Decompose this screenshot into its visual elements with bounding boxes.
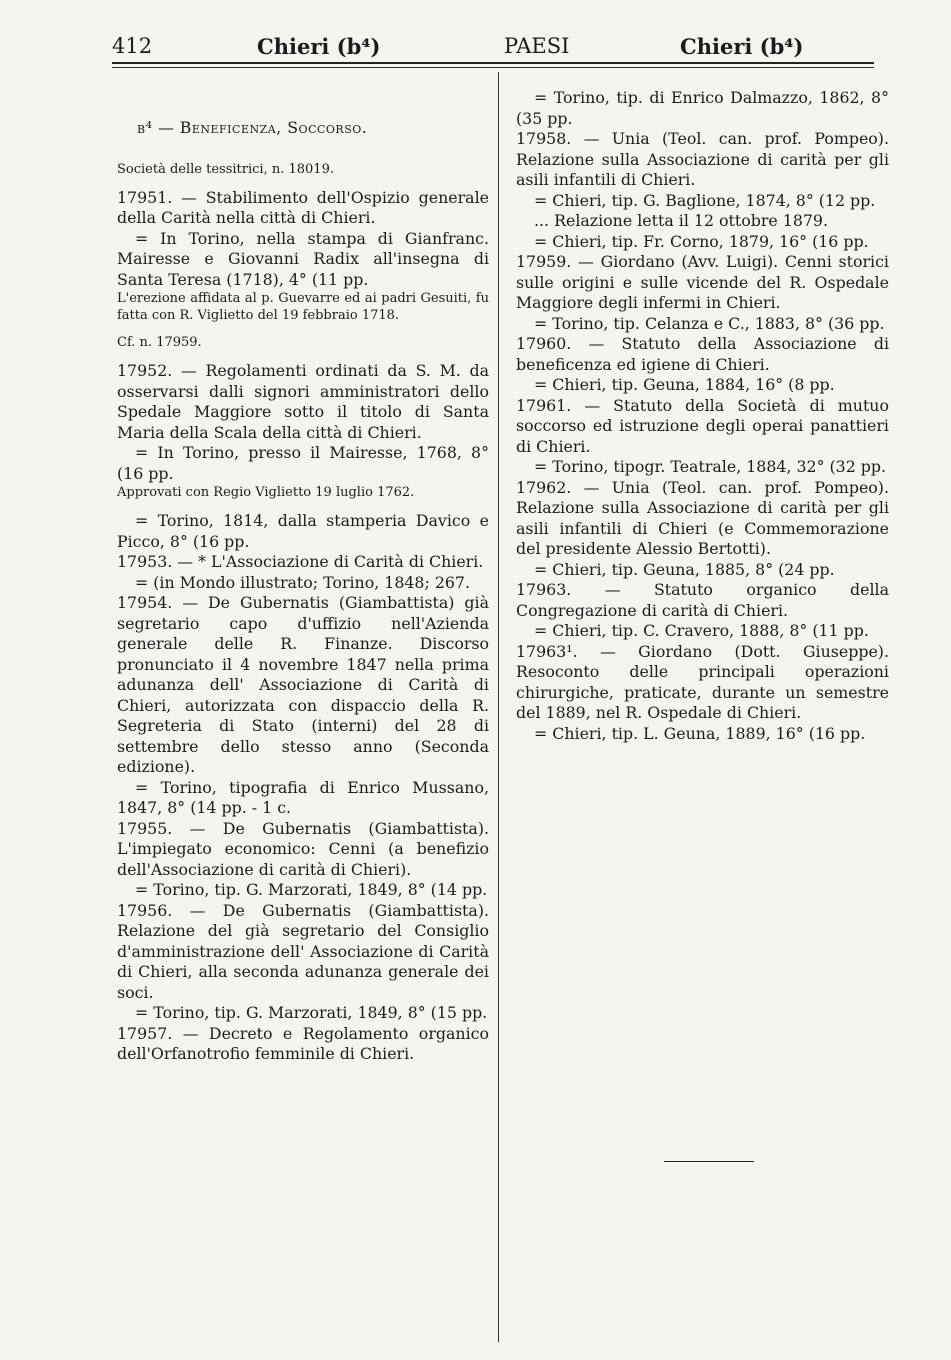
page-header bbox=[112, 30, 872, 64]
section-heading: b⁴ — Beneficenza, Soccorso. bbox=[137, 118, 368, 137]
entry-17953: 17953. — * L'Associazione di Carità di Chieri. bbox=[117, 552, 484, 571]
column-divider bbox=[498, 72, 499, 1342]
entry-17958-publication-2: = Chieri, tip. Fr. Corno, 1879, 16° (16 pp. bbox=[534, 231, 869, 251]
entry-17953-publication: = (in Mondo illustrato; Torino, 1848; 267. bbox=[135, 572, 470, 592]
page-number: 412 bbox=[112, 34, 153, 58]
entry-17954-publication: = Torino, tipografia di Enrico Mussano, 1847, 8° (14 pp. - 1 c. bbox=[117, 777, 489, 817]
entry-17951-crossref: Cf. n. 17959. bbox=[117, 335, 202, 350]
entry-17952: 17952. — Regolamenti ordinati da S. M. da osservarsi dalli signori amministratori dello Spedale Maggiore sotto il titolo di Santa Maria della Scala della città di Chieri. bbox=[117, 361, 489, 442]
entry-17956: 17956. — De Gubernatis (Giambattista). Relazione del già segretario del Consiglio d'amministrazione dell' Associazione di Carità di Chieri, alla seconda adunanza generale dei soci. bbox=[117, 900, 489, 1002]
entry-17962: 17962. — Unia (Teol. can. prof. Pompeo). Relazione sulla Associazione di carità per gli asili infantili di Chieri (e Commemorazione del presidente Alessio Bertotti). bbox=[516, 477, 889, 558]
entry-17963-publication: = Chieri, tip. C. Cravero, 1888, 8° (11 pp. bbox=[534, 621, 869, 640]
entry-17952-publication: = In Torino, presso il Mairesse, 1768, 8° (16 pp. bbox=[117, 443, 489, 483]
entry-17962-publication: = Chieri, tip. Geuna, 1885, 8° (24 pp. bbox=[534, 559, 835, 579]
header-rule-thick bbox=[112, 62, 874, 64]
entry-17963-1: 17963¹. — Giordano (Dott. Giuseppe). Resoconto delle principali operazioni chirurgiche, praticate, durante un semestre del 1889, nel R. Ospedale di Chieri. bbox=[516, 641, 889, 722]
entry-17956-publication: = Torino, tip. G. Marzorati, 1849, 8° (15 pp. bbox=[135, 1003, 488, 1022]
entry-17958: 17958. — Unia (Teol. can. prof. Pompeo). Relazione sulla Associazione di carità per gli asili infantili di Chieri. bbox=[516, 129, 889, 189]
entry-17957-publication: = Torino, tip. di Enrico Dalmazzo, 1862, 8° (35 pp. bbox=[516, 88, 889, 128]
entry-17955-publication: = Torino, tip. G. Marzorati, 1849, 8° (14 pp. bbox=[135, 880, 488, 899]
entry-17952-publication-2: = Torino, 1814, dalla stamperia Davico e Picco, 8° (16 pp. bbox=[117, 511, 489, 551]
crossref-note: Società delle tessitrici, n. 18019. bbox=[117, 161, 334, 177]
entry-17960-publication: = Chieri, tip. Geuna, 1884, 16° (8 pp. bbox=[534, 375, 835, 394]
entry-17961-publication: = Torino, tipogr. Teatrale, 1884, 32° (32 pp. bbox=[534, 457, 887, 476]
center-running-title: PAESI bbox=[504, 34, 570, 58]
header-rule-thin bbox=[112, 67, 874, 68]
entry-17963: 17963. — Statuto organico della Congregazione di carità di Chieri. bbox=[516, 580, 889, 620]
left-column bbox=[117, 88, 489, 1065]
entry-17959-publication: = Torino, tip. Celanza e C., 1883, 8° (36 pp. bbox=[534, 313, 885, 333]
entry-17955: 17955. — De Gubernatis (Giambattista). L'impiegato economico: Cenni (a benefizio dell'Associazione di carità di Chieri). bbox=[117, 818, 489, 879]
entry-17958-second: ... Relazione letta il 12 ottobre 1879. bbox=[534, 211, 828, 230]
entry-17961: 17961. — Statuto della Società di mutuo soccorso ed istruzione degli operai panattieri di Chieri. bbox=[516, 395, 889, 456]
entry-17951: 17951. — Stabilimento dell'Ospizio generale della Carità nella città di Chieri. bbox=[117, 187, 489, 227]
entry-17958-publication: = Chieri, tip. G. Baglione, 1874, 8° (12 pp. bbox=[534, 190, 876, 210]
entry-17954: 17954. — De Gubernatis (Giambattista) già segretario capo d'uffizio nell'Azienda generale delle R. Finanze. Discorso pronunciato il 4 novembre 1847 nella prima adunanza dell' Associazione di Carità di Chieri, autorizzata con dispaccio della R. Segreteria di Stato (interni) del 28 di settembre dello stesso anno (Seconda edizione). bbox=[117, 593, 489, 776]
entry-17959: 17959. — Giordano (Avv. Luigi). Cenni storici sulle origini e sulle vicende del R. Ospedale Maggiore degli infermi in Chieri. bbox=[516, 252, 889, 312]
entry-17951-publication: = In Torino, nella stampa di Gianfranc. Mairesse e Giovanni Radix all'insegna di Santa Teresa (1718), 4° (11 pp. bbox=[117, 228, 489, 289]
right-column bbox=[516, 88, 889, 744]
entry-17952-note: Approvati con Regio Viglietto 19 luglio 1762. bbox=[117, 485, 415, 500]
entry-17951-note: L'erezione affidata al p. Guevarre ed ai padri Gesuiti, fu fatta con R. Viglietto del 19 febbraio 1718. bbox=[117, 291, 489, 323]
section-end-rule bbox=[664, 1161, 754, 1162]
left-running-title: Chieri (b⁴) bbox=[257, 34, 381, 59]
entry-17963-1-publication: = Chieri, tip. L. Geuna, 1889, 16° (16 pp. bbox=[534, 723, 866, 743]
right-running-title: Chieri (b⁴) bbox=[680, 34, 804, 59]
entry-17957: 17957. — Decreto e Regolamento organico dell'Orfanotrofio femminile di Chieri. bbox=[117, 1023, 489, 1063]
entry-17960: 17960. — Statuto della Associazione di beneficenza ed igiene di Chieri. bbox=[516, 334, 889, 374]
